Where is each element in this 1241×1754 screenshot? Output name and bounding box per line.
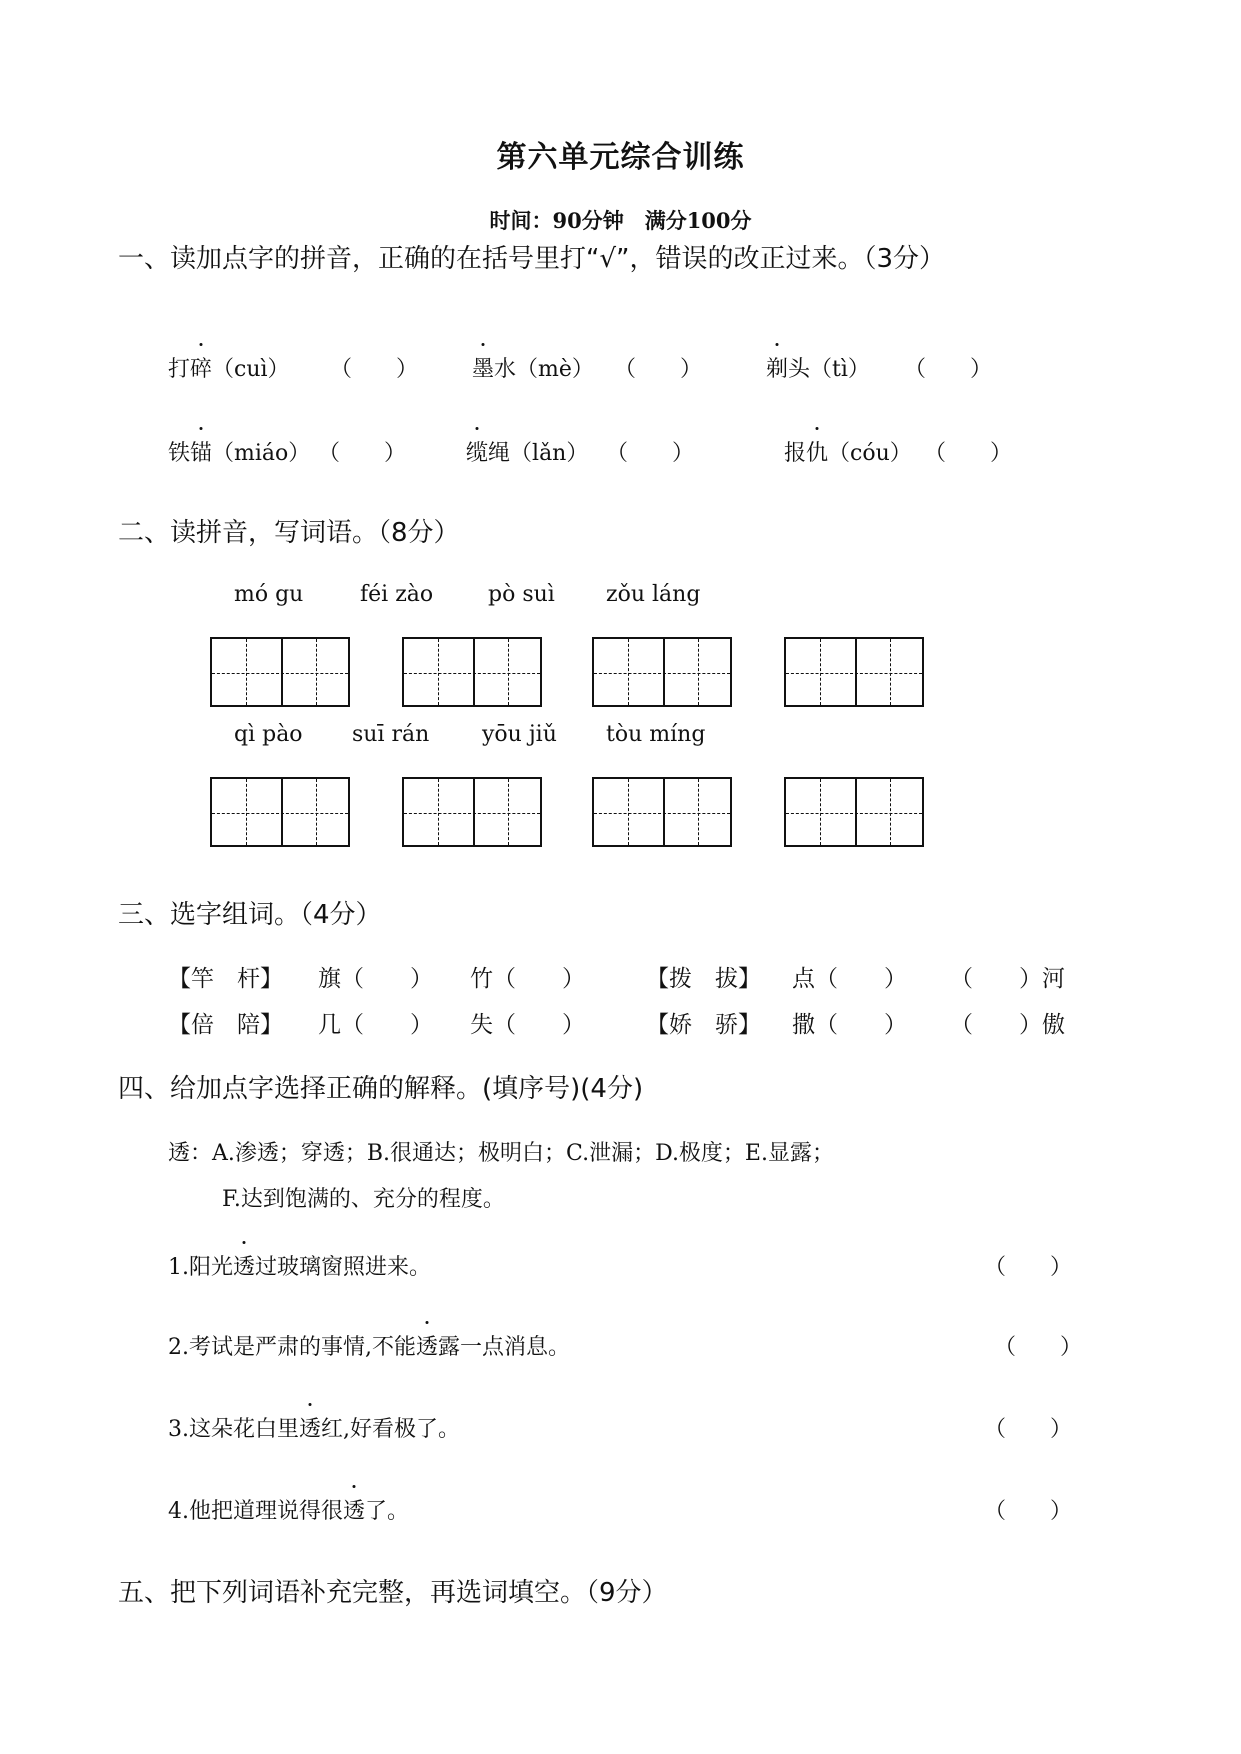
s1-item-3: 剃头（tì） [766, 352, 870, 383]
s1-item-4: 铁锚（miáo） [168, 436, 310, 467]
writing-grid[interactable] [784, 637, 924, 707]
char-group: 【倍 陪】 [168, 1012, 283, 1038]
writing-grid[interactable] [592, 777, 732, 847]
word-blank[interactable]: 竹（ ） [470, 966, 585, 992]
section-2-heading: 二、读拼音，写词语。（8分） [118, 518, 460, 548]
char-group: 【竿 杆】 [168, 966, 283, 992]
word-blank[interactable]: 几（ ） [318, 1012, 433, 1038]
dotted-char: 透 [343, 1494, 365, 1525]
s4-sentence-4: 4.他把道理说得很透了。 [168, 1494, 409, 1525]
word-blank[interactable]: （ ）傲 [950, 1012, 1065, 1038]
s4-sentence-1: 1.阳光透过玻璃窗照进来。 [168, 1250, 431, 1281]
s4-sentence-3: 3.这朵花白里透红,好看极了。 [168, 1412, 460, 1443]
writing-grid[interactable] [784, 777, 924, 847]
s1-item-6: 报仇（cóu） [784, 436, 912, 467]
word-blank[interactable]: （ ）河 [950, 966, 1065, 992]
definition-line-1: 透：A.渗透；穿透；B.很通达；极明白；C.泄漏；D.极度；E.显露； [168, 1141, 834, 1166]
writing-grid[interactable] [402, 777, 542, 847]
pinyin-label: yōu jiǔ [482, 722, 557, 747]
dotted-char: 墨 [472, 352, 494, 383]
dotted-char: 仇 [806, 436, 828, 467]
char-group: 【娇 骄】 [646, 1012, 761, 1038]
word-blank[interactable]: 点（ ） [792, 966, 907, 992]
word-blank[interactable]: 旗（ ） [318, 966, 433, 992]
section-1-heading: 一、读加点字的拼音，正确的在括号里打“√”，错误的改正过来。（3分） [118, 244, 946, 274]
s1-item-2: 墨水（mè） [472, 352, 594, 383]
writing-grid[interactable] [402, 637, 542, 707]
dotted-char: 碎 [190, 352, 212, 383]
s1-answer-blank-3[interactable]: （ ） [904, 357, 993, 382]
pinyin-label: qì pào [234, 722, 303, 747]
s1-item-5: 缆绳（lǎn） [466, 436, 588, 467]
writing-grid[interactable] [210, 777, 350, 847]
pinyin-label: féi zào [360, 582, 434, 607]
s4-answer-blank-2[interactable]: （ ） [994, 1335, 1083, 1360]
s1-answer-blank-2[interactable]: （ ） [614, 357, 703, 382]
s4-answer-blank-4[interactable]: （ ） [984, 1499, 1073, 1524]
s4-answer-blank-3[interactable]: （ ） [984, 1417, 1073, 1442]
dotted-char: 缆 [466, 436, 488, 467]
pinyin-label: zǒu láng [606, 582, 701, 607]
dotted-char: 透 [233, 1250, 255, 1281]
s1-answer-blank-4[interactable]: （ ） [318, 441, 407, 466]
section-5-heading: 五、把下列词语补充完整，再选词填空。（9分） [118, 1578, 668, 1608]
s1-item-1: 打碎（cuì） [168, 352, 290, 383]
s1-answer-blank-6[interactable]: （ ） [924, 441, 1013, 466]
word-blank[interactable]: 失（ ） [470, 1012, 585, 1038]
pinyin-label: pò suì [488, 582, 555, 607]
dotted-char: 锚 [190, 436, 212, 467]
definition-line-2: F.达到饱满的、充分的程度。 [222, 1187, 505, 1212]
page-title: 第六单元综合训练 [496, 140, 745, 175]
dotted-char: 剃 [766, 352, 788, 383]
s1-answer-blank-5[interactable]: （ ） [606, 441, 695, 466]
pinyin-label: mó gu [234, 582, 304, 607]
char-group: 【拨 拔】 [646, 966, 761, 992]
word-blank[interactable]: 撒（ ） [792, 1012, 907, 1038]
section-3-heading: 三、选字组词。（4分） [118, 900, 382, 930]
exam-info: 时间：90分钟 满分100分 [489, 208, 752, 233]
writing-grid[interactable] [210, 637, 350, 707]
dotted-char: 透 [299, 1412, 321, 1443]
writing-grid[interactable] [592, 637, 732, 707]
section-4-heading: 四、给加点字选择正确的解释。(填序号)(4分) [118, 1074, 644, 1104]
pinyin-label: tòu míng [606, 722, 706, 747]
s4-answer-blank-1[interactable]: （ ） [984, 1255, 1073, 1280]
dotted-char: 透 [416, 1330, 438, 1361]
s1-answer-blank-1[interactable]: （ ） [330, 357, 419, 382]
pinyin-label: suī rán [352, 722, 430, 747]
s4-sentence-2: 2.考试是严肃的事情,不能透露一点消息。 [168, 1330, 570, 1361]
